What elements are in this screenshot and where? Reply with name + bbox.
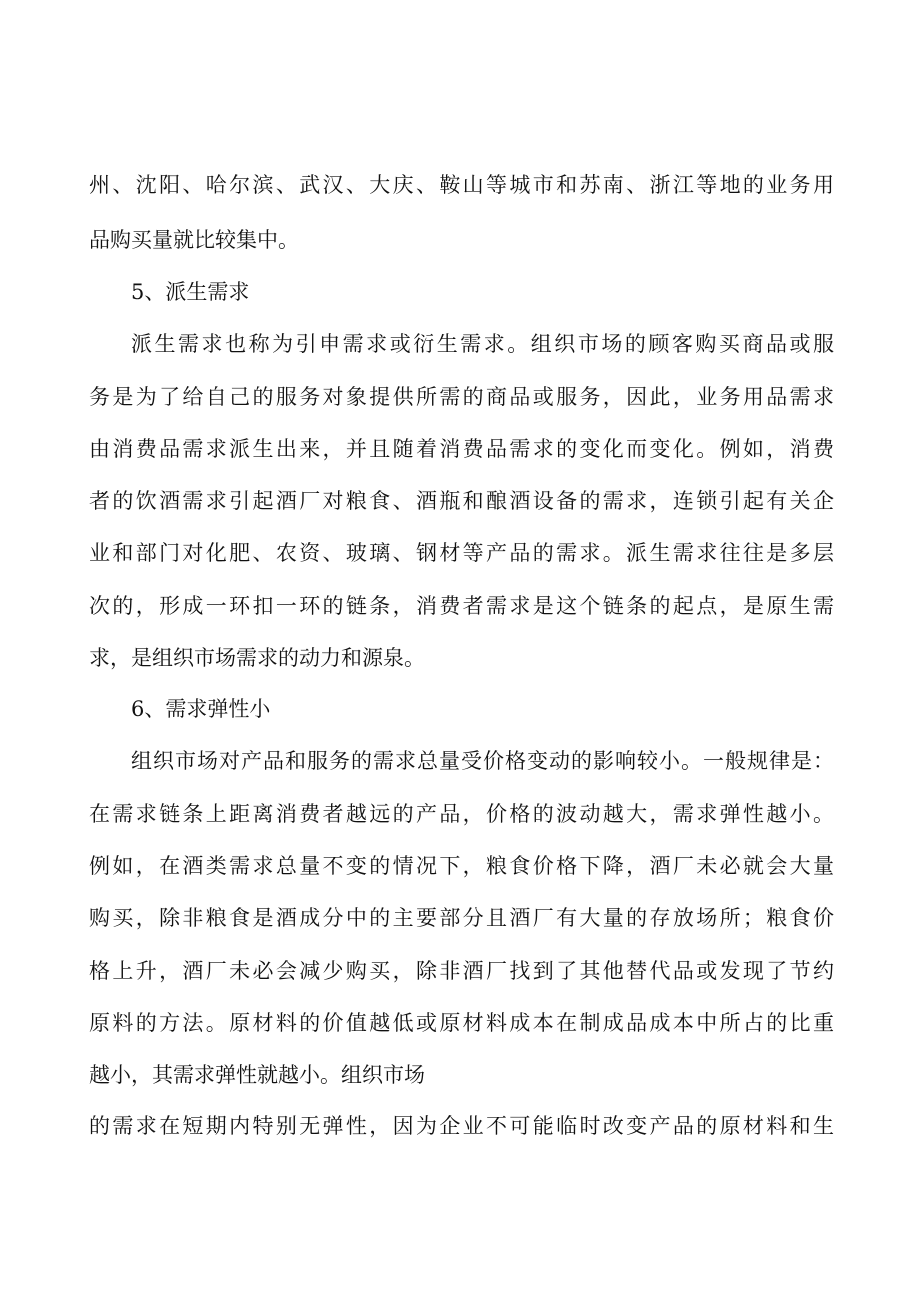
text-line: 品购买量就比较集中。 (89, 228, 299, 252)
text-line: 者的饮酒需求引起酒厂对粮食、酒瓶和酿酒设备的需求，连锁引起有关企 (89, 489, 834, 513)
text-line: 次的，形成一环扣一环的链条，消费者需求是这个链条的起点，是原生需 (89, 594, 834, 618)
text-line: 务是为了给自己的服务对象提供所需的商品或服务，因此，业务用品需求 (89, 385, 834, 409)
section-heading: 6、需求弹性小 (131, 697, 271, 721)
text-line: 组织市场对产品和服务的需求总量受价格变动的影响较小。一般规律是： (131, 749, 834, 773)
text-line: 原料的方法。原材料的价值越低或原材料成本在制成品成本中所占的比重 (89, 1011, 834, 1035)
text-line: 购买，除非粮食是酒成分中的主要部分且酒厂有大量的存放场所；粮食价 (89, 906, 834, 930)
text-line: 在需求链条上距离消费者越远的产品，价格的波动越大，需求弹性越小。 (89, 802, 834, 826)
text-line: 的需求在短期内特别无弹性，因为企业不可能临时改变产品的原材料和生 (89, 1114, 834, 1138)
text-line: 业和部门对化肥、农资、玻璃、钢材等产品的需求。派生需求往往是多层 (89, 541, 834, 565)
text-line: 由消费品需求派生出来，并且随着消费品需求的变化而变化。例如，消费 (89, 437, 834, 461)
text-line: 格上升，酒厂未必会减少购买，除非酒厂找到了其他替代品或发现了节约 (89, 959, 834, 983)
text-line: 越小，其需求弹性就越小。组织市场 (89, 1063, 425, 1087)
text-line: 州、沈阳、哈尔滨、武汉、大庆、鞍山等城市和苏南、浙江等地的业务用 (89, 173, 834, 197)
text-line: 派生需求也称为引申需求或衍生需求。组织市场的顾客购买商品或服 (131, 332, 834, 356)
text-line: 例如，在酒类需求总量不变的情况下，粮食价格下降，酒厂未必就会大量 (89, 854, 834, 878)
text-line: 求，是组织市场需求的动力和源泉。 (89, 646, 425, 670)
section-heading: 5、派生需求 (131, 280, 250, 304)
